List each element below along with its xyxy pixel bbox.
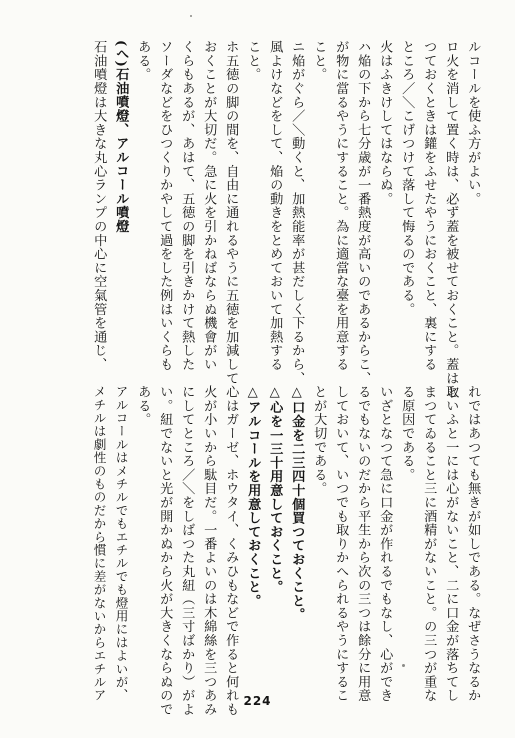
text-column: ルコールを使ふ方がよい。 — [465, 40, 481, 206]
text-column: といふと一には心がないこと、二に口金が落ちてし — [443, 385, 459, 703]
text-column: こと。 — [311, 40, 327, 82]
text-column: ソーダなどをひつくりかやして過をした例はいくらも — [157, 40, 173, 372]
text-column: とが大切である。 — [311, 385, 327, 496]
text-column: れではあつても無きが如しである。なぜさうなるか — [465, 385, 481, 703]
text-column: くらもあるが、あはて、五徳の脚を引きかけて熱した — [179, 40, 195, 372]
text-column: いざとなつて急に口金が作れるでもなし、心ができ — [377, 385, 393, 703]
text-column: まつてゐること三に酒精がないこと。の三つが重な — [421, 385, 437, 703]
text-column: 火が小いから駄目だ。一番よいのは木綿絲を三つあみ — [201, 385, 217, 717]
section-heading: (へ)石油噴燈、アルコール噴燈 — [113, 40, 129, 234]
text-column: ホ五徳の脚の間を、自由に通れるやうに五徳を加減して — [223, 40, 239, 385]
text-column: ある。 — [135, 385, 151, 427]
text-column: るでもないのだから平生から次の三つは餘分に用意 — [355, 385, 371, 703]
text-column: アルコールはメチルでもエチルでも燈用にはよいが、 — [113, 385, 129, 702]
text-column: ロ火を消して置く時は、必ず蓋を被せておくこと。蓋は取 — [443, 40, 459, 399]
text-column: い。紐でないと光が開かぬから火が大きくならぬので — [157, 385, 173, 717]
text-column: 風よけなどをして、焔の動きをとめておいて加熱する — [267, 40, 283, 372]
text-column: ハ焔の下から七分歳が一番熱度が高いのであるからこ、 — [355, 40, 371, 385]
text-column: る原因である。 — [399, 385, 415, 482]
text-column: にしてところ／＼をしばつた丸紐（三寸ばかり）がよ — [179, 385, 195, 717]
text-column: 心はガーゼ、ホウタイ、くみひもなどで作ると何れも — [223, 385, 239, 717]
bullet-item: △口金を二三四十個買つておくこと。 — [289, 385, 305, 622]
text-column: が物に當るやうにすること。為に適當な臺を用意する — [333, 40, 349, 372]
print-speck — [402, 664, 405, 667]
text-column: ある。 — [135, 40, 151, 82]
text-column: 石油噴燈は大きな丸心ランプの中心に空氣管を通じ、 — [91, 40, 107, 372]
bullet-item: △心を一三十用意しておくこと。 — [267, 385, 283, 594]
text-column: ニ焔がぐら／＼動くと、加熱能率が甚だしく下るから、 — [289, 40, 305, 385]
text-column: メチルは劇性のものだから慣に差がないからエチルア — [91, 385, 107, 702]
text-column: おくことが大切だ。急に火を引かねばならぬ機會がい — [201, 40, 217, 372]
bullet-item: △アルコールを用意しておくこと。 — [245, 385, 261, 608]
page-number: 224 — [243, 694, 272, 708]
text-column: 火はふきけしてはならぬ。 — [377, 40, 393, 206]
text-column: ところ／＼こげつけて落して悔るのである。 — [399, 40, 415, 316]
text-column: つておくときは鑵をふせたやうにおくこと、裏にする — [421, 40, 437, 372]
text-column: しておいて、いつでも取りかへられるやうにするこ — [333, 385, 349, 703]
print-speck — [190, 15, 192, 17]
text-column: こと。 — [245, 40, 261, 82]
